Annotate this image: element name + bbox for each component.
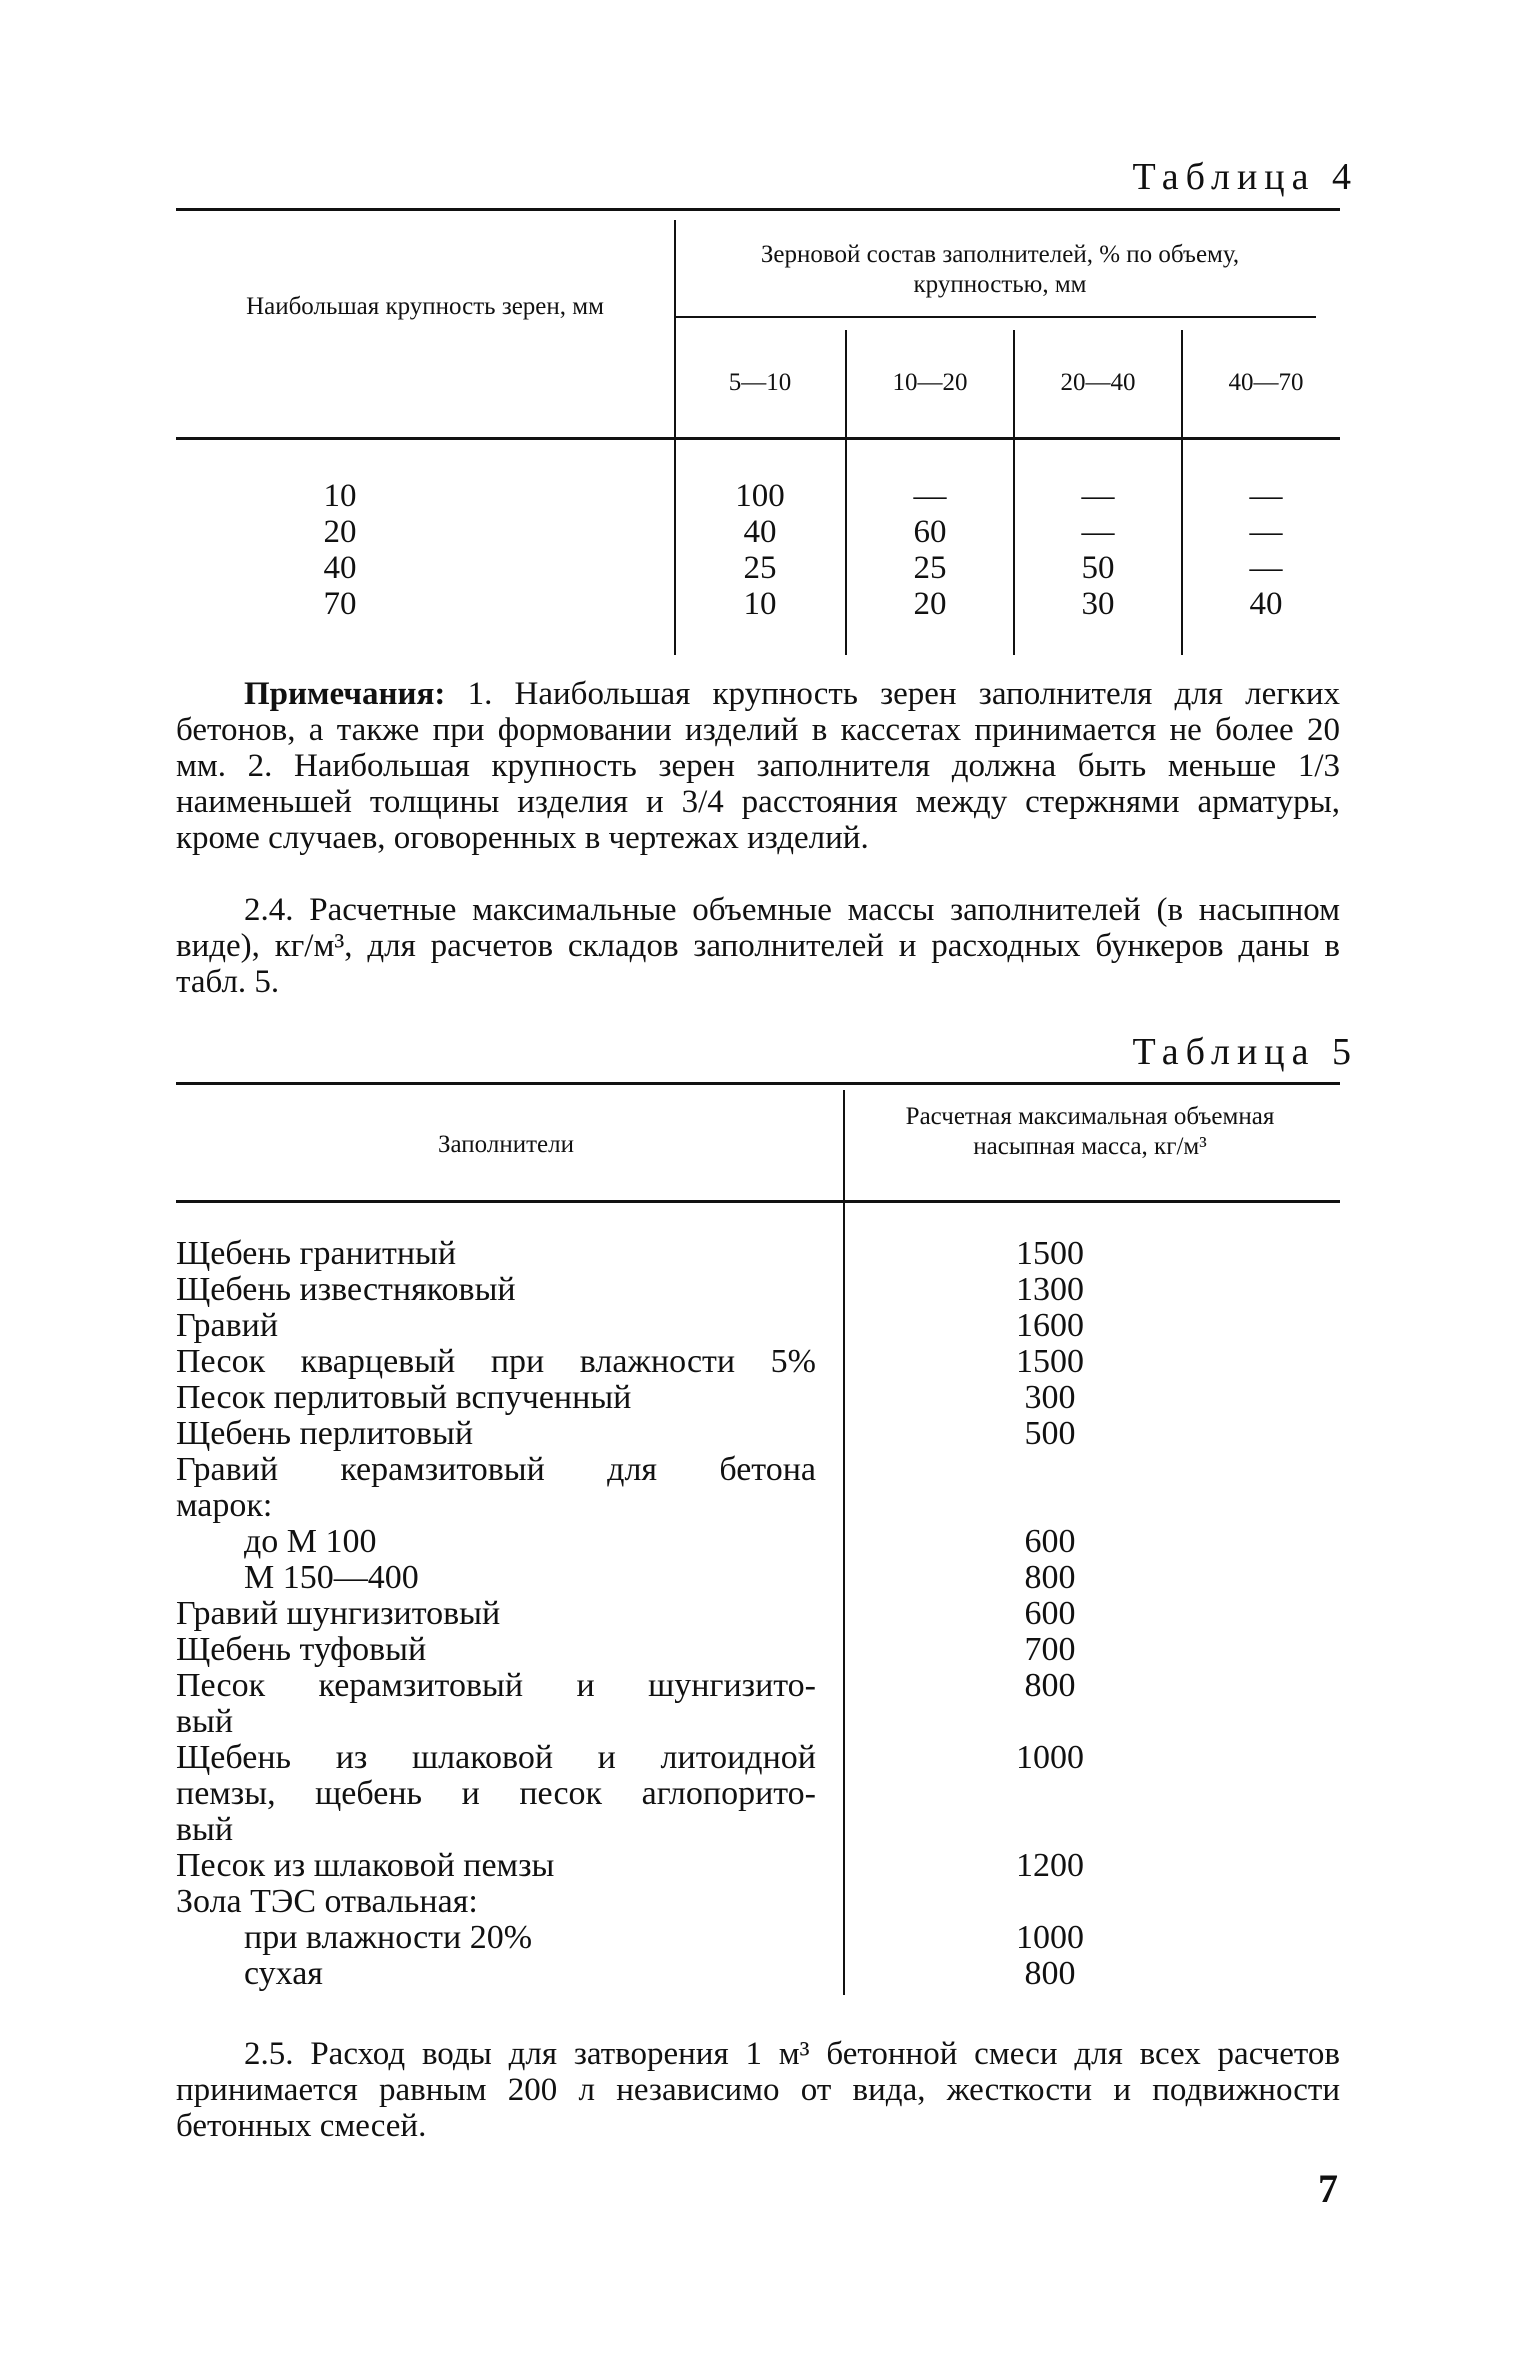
table5-row-label: Песок кварцевый при влажности 5% [176, 1343, 816, 1380]
table5-header-col1: Заполнители [438, 1131, 574, 1158]
table4-cell-5-10: 10 [743, 586, 777, 622]
table4-subheader-20-40: 20—40 [1060, 369, 1136, 396]
table5-row-value: 1000 [1016, 1739, 1084, 1776]
table4-cell-20-40: — [1081, 514, 1115, 550]
table4-size-cell: 70 [323, 586, 357, 622]
table4-size-cell: 20 [323, 514, 357, 550]
table4-notes [176, 676, 1340, 856]
table4-subheader-rule [676, 316, 1316, 318]
table5-caption: Таблица 5 [1132, 1031, 1358, 1073]
table4-cell-10-20: — [913, 478, 947, 514]
table5-row-label-cont: пемзы, щебень и песок аглопорито- [176, 1775, 816, 1812]
table4-cell-20-40: — [1081, 478, 1115, 514]
table4-cell-20-40: 30 [1081, 586, 1115, 622]
table4-cell-5-10: 100 [735, 478, 785, 514]
table4-cell-20-40: 50 [1081, 550, 1115, 586]
table5-row-label-cont: марок: [176, 1487, 273, 1524]
table5-row-label-cont: вый [176, 1703, 234, 1740]
table4-caption: Таблица 4 [1132, 156, 1358, 198]
table4-subheader-10-20: 10—20 [892, 369, 968, 396]
table4-cell-10-20: 25 [913, 550, 947, 586]
table5-row-label: Щебень перлитовый [176, 1415, 474, 1452]
table5-row-value: 1300 [1016, 1271, 1084, 1308]
table4-top-rule [176, 208, 1340, 211]
table5-row-label-cont: вый [176, 1811, 234, 1848]
table5-row-label: Зола ТЭС отвальная: [176, 1883, 478, 1920]
table4-subheader-40-70: 40—70 [1228, 369, 1304, 396]
table5-row-value: 800 [1024, 1955, 1076, 1992]
table4-vrule-main [674, 220, 676, 655]
table4-cell-5-10: 40 [743, 514, 777, 550]
table4-size-cell: 40 [323, 550, 357, 586]
table5-header-col2: Расчетная максимальная объемная насыпная масса, кг/м³ [905, 1103, 1275, 1160]
table5-row-value: 600 [1024, 1523, 1076, 1560]
table5-row-label: Щебень из шлаковой и литоидной [176, 1739, 816, 1776]
table4-cell-10-20: 60 [913, 514, 947, 550]
table5-row-label: сухая [244, 1955, 323, 1992]
table4-cell-40-70: — [1249, 478, 1283, 514]
table5-row-label: Щебень туфовый [176, 1631, 427, 1668]
table5-row-label: Щебень гранитный [176, 1235, 457, 1272]
table5-row-value: 1200 [1016, 1847, 1084, 1884]
table5-row-label: Песок из шлаковой пемзы [176, 1847, 555, 1884]
table5-row-label: Гравий шунгизитовый [176, 1595, 501, 1632]
table5-top-rule [176, 1082, 1340, 1085]
paragraph-2-5: 2.5. Расход воды для затворения 1 м³ бетонной смеси для всех расчетов принимается равным 200 л независимо от вида, жесткости и подвижности бетонных смесей. [176, 2036, 1340, 2144]
table5-header-rule [176, 1200, 1340, 1203]
table4-cell-5-10: 25 [743, 550, 777, 586]
table4-cell-40-70: — [1249, 550, 1283, 586]
table4-size-cell: 10 [323, 478, 357, 514]
table5-row-value: 1500 [1016, 1343, 1084, 1380]
table5-row-label: Гравий керамзитовый для бетона [176, 1451, 816, 1488]
table5-row-value: 800 [1024, 1559, 1076, 1596]
table4-cell-40-70: — [1249, 514, 1283, 550]
notes-label: Примечания: [244, 676, 446, 712]
notes-text: 1. Наибольшая крупность зерен заполнителя для легких бетонов, а также при формовании изделий в кассетах принимается не более 20 мм. 2. Наибольшая крупность зерен заполнителя должна быть меньше 1/3 наименьшей толщины изделия и 3/4 расстояния между стержнями арматуры, кроме случаев, оговоренных в чертежах изделий. [176, 676, 1341, 856]
table4-subheader-5-10: 5—10 [728, 369, 792, 396]
table4-cell-40-70: 40 [1249, 586, 1283, 622]
table5-row-label: Гравий [176, 1307, 279, 1344]
table5-row-label: при влажности 20% [244, 1919, 533, 1956]
page-number: 7 [1318, 2166, 1338, 2211]
table5-row-value: 1000 [1016, 1919, 1084, 1956]
table5-row-value: 1500 [1016, 1235, 1084, 1272]
table5-row-label: Песок керамзитовый и шунгизито- [176, 1667, 816, 1704]
table5-row-value: 500 [1024, 1415, 1076, 1452]
table5-row-value: 700 [1024, 1631, 1076, 1668]
table4-vrule-3 [1181, 330, 1183, 655]
table4-header-group: Зерновой состав заполнителей, % по объему, крупностью, мм [760, 241, 1240, 298]
table5-row-label: Песок перлитовый вспученный [176, 1379, 632, 1416]
table5-row-label: М 150—400 [244, 1559, 419, 1596]
table4-vrule-2 [1013, 330, 1015, 655]
table5-row-label: Щебень известняковый [176, 1271, 516, 1308]
paragraph-2-4: 2.4. Расчетные максимальные объемные массы заполнителей (в насыпном виде), кг/м³, для расчетов складов заполнителей и расходных бункеров даны в табл. 5. [176, 892, 1340, 1000]
table5-row-value: 800 [1024, 1667, 1076, 1704]
table5-row-label: до М 100 [244, 1523, 377, 1560]
table4-header-col1: Наибольшая крупность зерен, мм [246, 293, 604, 320]
table5-row-value: 1600 [1016, 1307, 1084, 1344]
table4-header-rule [176, 437, 1340, 440]
table4-cell-10-20: 20 [913, 586, 947, 622]
table5-row-value: 300 [1024, 1379, 1076, 1416]
table4-vrule-1 [845, 330, 847, 655]
table5-row-value: 600 [1024, 1595, 1076, 1632]
